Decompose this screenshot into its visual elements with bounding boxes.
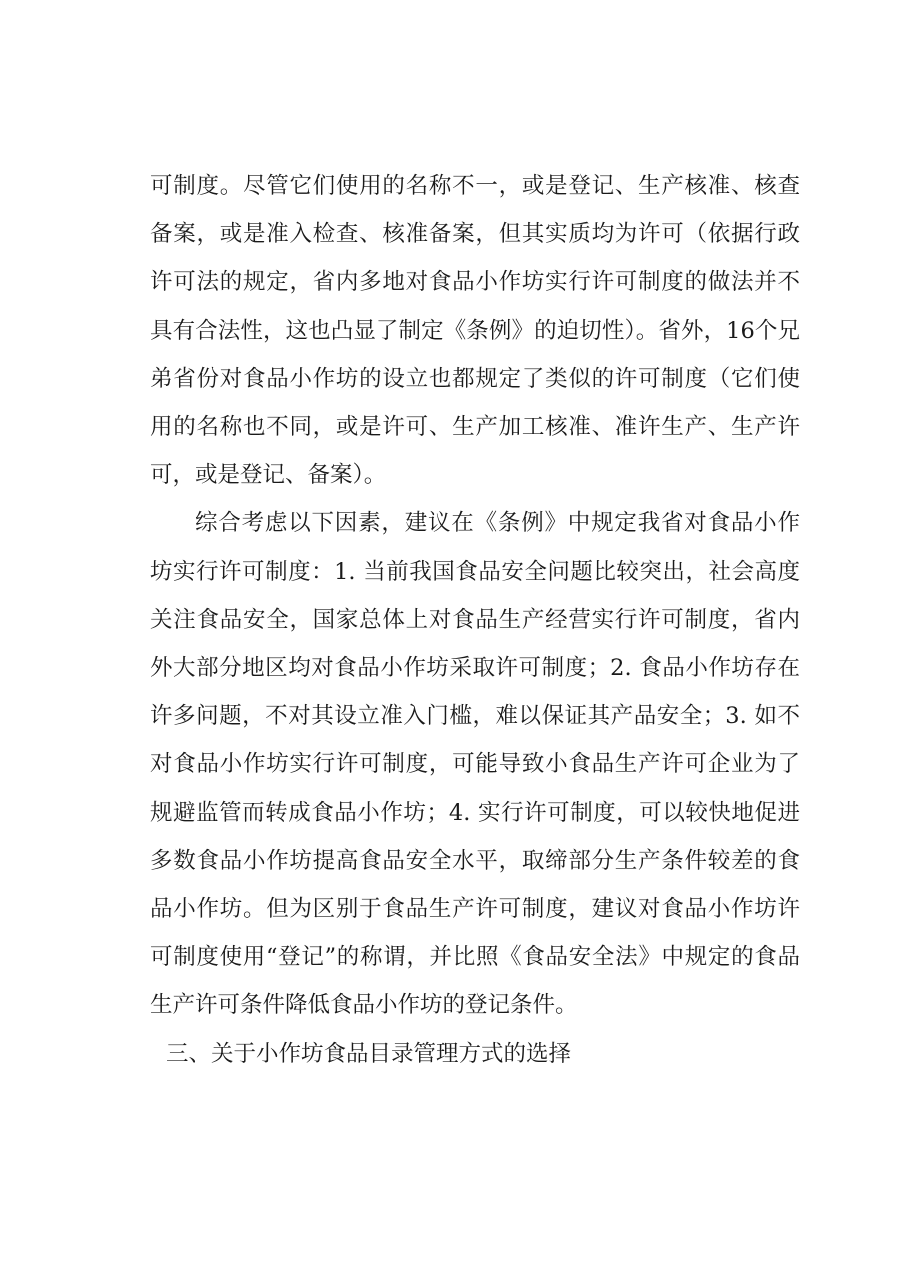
paragraph-recommendation: 综合考虑以下因素，建议在《条例》中规定我省对食品小作坊实行许可制度：1. 当前我国食品安全问题比较突出，社会高度关注食品安全，国家总体上对食品生产经营实行许可制度，省内外大部分地区均对食品小作坊采取许可制度；2. 食品小作坊存在许多问题，不对其设立准入门槛，难以保证其产品安全；3. 如不对食品小作坊实行许可制度，可能导致小食品生产许可企业为了规避监管而转成食品小作坊；4. 实行许可制度，可以较快地促进多数食品小作坊提高食品安全水平，取缔部分生产条件较差的食品小作坊。但为区别于食品生产许可制度，建议对食品小作坊许可制度使用“登记”的称谓，并比照《食品安全法》中规定的食品生产许可条件降低食品小作坊的登记条件。 xyxy=(150,510,800,1019)
section-heading: 三、关于小作坊食品目录管理方式的选择 xyxy=(166,1040,572,1067)
paragraph-continuation: 可制度。尽管它们使用的名称不一，或是登记、生产核准、核查备案，或是准入检查、核准备案，但其实质均为许可（依据行政许可法的规定，省内多地对食品小作坊实行许可制度的做法并不具有合法性，这也凸显了制定《条例》的迫切性）。省外，16个兄弟省份对食品小作坊的设立也都规定了类似的许可制度（它们使用的名称也不同，或是许可、生产加工核准、准许生产、生产许可，或是登记、备案）。 xyxy=(150,173,800,489)
document-body xyxy=(150,162,800,1078)
